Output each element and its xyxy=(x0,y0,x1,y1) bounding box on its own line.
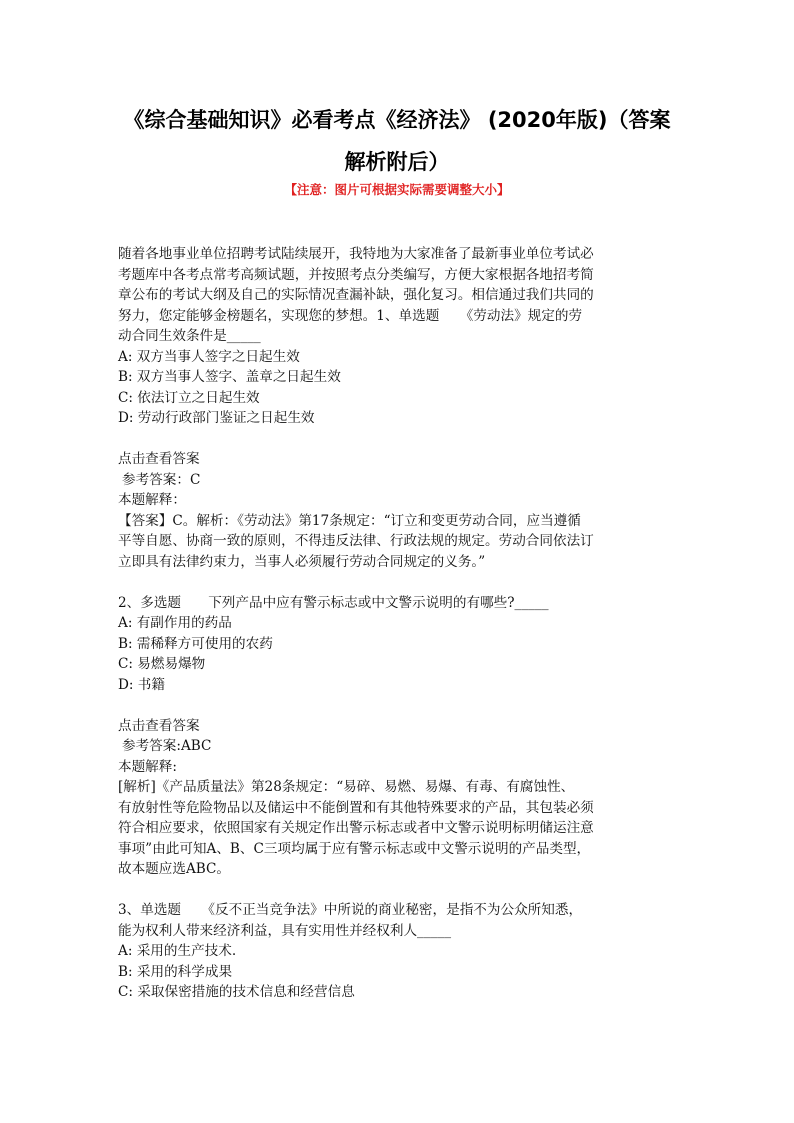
intro-line: 动合同生效条件是_____ xyxy=(118,328,261,344)
document-title-line-2: 解析附后） xyxy=(344,150,450,174)
q2-view-answer-link[interactable]: 点击查看答案 xyxy=(118,717,200,734)
q3-option-b: B: 采用的科学成果 xyxy=(118,963,233,980)
resize-notice: 【注意：图片可根据实际需要调整大小】 xyxy=(284,182,510,197)
q1-option-c: C: 依法订立之日起生效 xyxy=(118,389,260,406)
q2-option-b: B: 需稀释方可使用的农药 xyxy=(118,635,273,652)
q2-reference-answer: 参考答案:ABC xyxy=(122,738,212,754)
q1-explanation-line: 【答案】C。解析：《劳动法》第17条规定：“订立和变更劳动合同，应当遵循 xyxy=(118,512,581,529)
q2-explanation-line: [解析]《产品质量法》第28条规定：“易碎、易燃、易爆、有毒、有腐蚀性、 xyxy=(118,779,575,795)
intro-line: 章公布的考试大纲及自己的实际情况查漏补缺，强化复习。相信通过我们共同的 xyxy=(118,287,594,303)
q3-question-line: 3、单选题 《反不正当竞争法》中所说的商业秘密，是指不为公众所知悉， xyxy=(118,902,583,918)
intro-line: 努力，您定能够金榜题名，实现您的梦想。1、单选题 《劳动法》规定的劳 xyxy=(118,307,583,324)
q1-reference-answer: 参考答案：C xyxy=(122,471,201,488)
q3-option-a: A: 采用的生产技术. xyxy=(118,943,237,959)
document-title-line-1: 《综合基础知识》必看考点《经济法》 (2020年版)（答案 xyxy=(123,108,671,132)
q2-option-d: D: 书籍 xyxy=(118,676,165,693)
intro-line: 随着各地事业单位招聘考试陆续展开，我特地为大家准备了最新事业单位考试必 xyxy=(118,246,594,262)
q1-option-b: B: 双方当事人签字、盖章之日起生效 xyxy=(118,369,341,385)
q2-option-c: C: 易燃易爆物 xyxy=(118,656,206,672)
q2-explanation-line: 故本题应选ABC。 xyxy=(118,861,231,877)
q2-option-a: A: 有副作用的药品 xyxy=(118,615,232,631)
q2-explanation-line: 符合相应要求，依照国家有关规定作出警示标志或者中文警示说明标明储运注意 xyxy=(118,820,594,836)
q2-explanation-line: 事项”由此可知A、B、C三项均属于应有警示标志或中文警示说明的产品类型， xyxy=(118,840,591,857)
q3-question-line: 能为权利人带来经济利益，具有实用性并经权利人_____ xyxy=(118,922,452,939)
q2-explanation-line: 有放射性等危险物品以及储运中不能倒置和有其他特殊要求的产品，其包装必须 xyxy=(118,799,594,816)
q1-explain-label: 本题解释： xyxy=(118,492,186,508)
intro-line: 考题库中各考点常考高频试题，并按照考点分类编写，方便大家根据各地招考简 xyxy=(118,266,594,283)
q2-explain-label: 本题解释: xyxy=(118,758,177,775)
q1-option-a: A: 双方当事人签字之日起生效 xyxy=(118,348,300,365)
q3-option-c: C: 采取保密措施的技术信息和经营信息 xyxy=(118,984,355,1000)
q1-view-answer-link[interactable]: 点击查看答案 xyxy=(118,451,200,467)
q1-option-d: D: 劳动行政部门鉴证之日起生效 xyxy=(118,410,315,426)
q1-explanation-line: 平等自愿、协商一致的原则，不得违反法律、行政法规的规定。劳动合同依法订 xyxy=(118,533,594,549)
q2-question: 2、多选题 下列产品中应有警示标志或中文警示说明的有哪些?_____ xyxy=(118,594,549,611)
q1-explanation-line: 立即具有法律约束力，当事人必须履行劳动合同规定的义务。” xyxy=(118,553,486,570)
document-body xyxy=(118,244,678,1003)
